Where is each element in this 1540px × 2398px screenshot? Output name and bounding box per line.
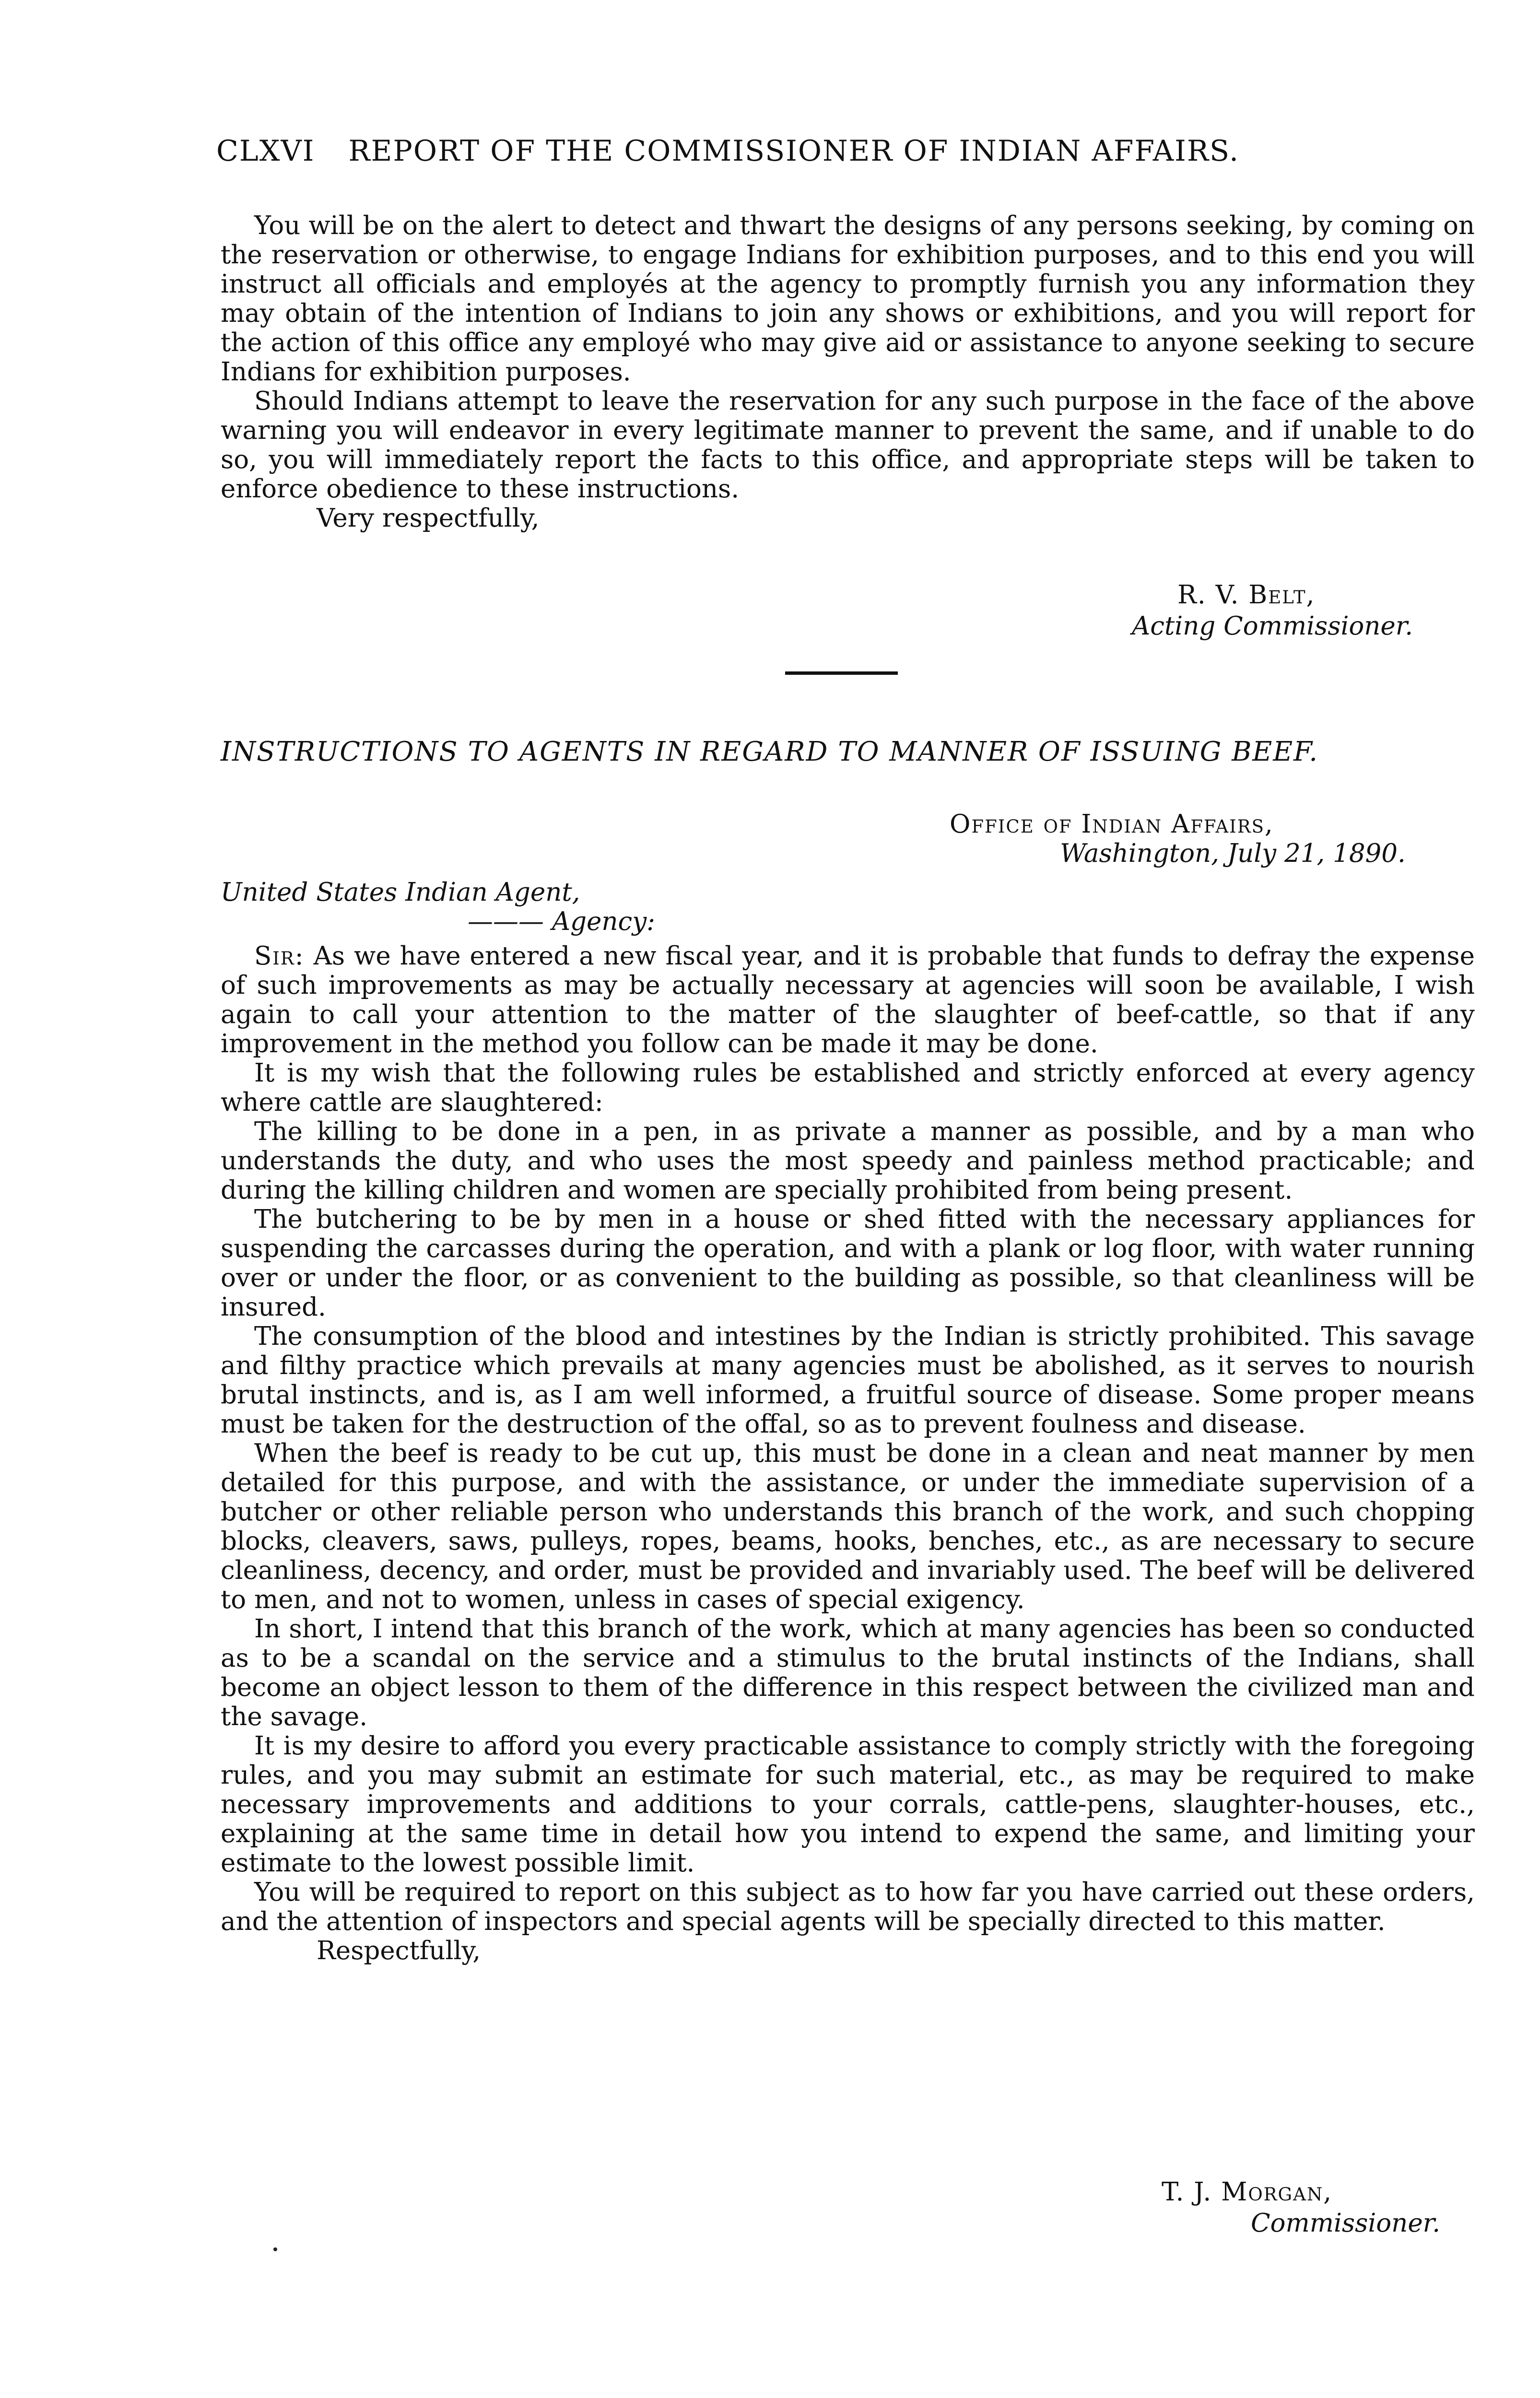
letter2-paragraph-1-text: As we have entered a new fiscal year, and it is probable that funds to defray the expense of such improvements as may be actually necessary at agencies will soon be available, I wish again to call your attention to the matter of the slaughter of beef-cattle, so that if any improvement in the method you follow can be made it may be done. (221, 941, 1475, 1058)
letter2-paragraph-7: In short, I intend that this branch of the work, which at many agencies has been so conducted as to be a scandal on the service and a stimulus to the brutal instincts of the Indians, shall become an object lesson to them of the difference in this respect between the civilized man and the savage. (221, 1614, 1475, 1731)
letter2-paragraph-4: The butchering to be by men in a house or shed fitted with the necessary appliances for suspending the carcasses during the operation, and with a plank or log floor, with water running over or under the floor, or as convenient to the building as possible, so that cleanliness will be insured. (221, 1205, 1475, 1322)
letter2-paragraph-8: It is my desire to afford you every practicable assistance to comply strictly with the foregoing rules, and you may submit an estimate for such material, etc., as may be required to make necessary improvements and additions to your corrals, cattle-pens, slaughter-houses, etc., explaining at the same time in detail how you intend to expend the same, and limiting your estimate to the lowest possible limit. (221, 1731, 1475, 1878)
letter2-dateline (950, 810, 1406, 868)
letter2-paragraph-1 (221, 941, 1475, 1058)
letter1-paragraph-1: You will be on the alert to detect and thwart the designs of any persons seeking, by coming on the reservation or otherwise, to engage Indians for exhibition purposes, and to this end you will instruct all officials and employés at the agency to promptly furnish you any information they may obtain of the intention of Indians to join any shows or exhibitions, and you will report for the action of this office any employé who may give aid or assistance to anyone seeking to secure Indians for exhibition purposes. (221, 211, 1475, 387)
running-header (216, 134, 1463, 168)
letter2-paragraph-6: When the beef is ready to be cut up, this must be done in a clean and neat manner by men detailed for this purpose, and with the assistance, or under the immediate supervision of a butcher or other reliable person who understands this branch of the work, and such chopping blocks, cleavers, saws, pulleys, ropes, beams, hooks, benches, etc., as are necessary to secure cleanliness, decency, and order, must be provided and invariably used. The beef will be delivered to men, and not to women, unless in cases of special exigency. (221, 1439, 1475, 1614)
letter1-closing: Very respectfully, (317, 504, 540, 533)
letter2-paragraph-2: It is my wish that the following rules be established and strictly enforced at every agency where cattle are slaughtered: (221, 1058, 1475, 1117)
running-title: REPORT OF THE COMMISSIONER OF INDIAN AFFAIRS. (348, 134, 1240, 168)
letter2-signer-name: T. J. Morgan, (1162, 2177, 1333, 2207)
letter2-place-date: Washington, July 21, 1890. (1060, 839, 1406, 868)
letter1-body (221, 211, 1475, 533)
letter2-signer-title: Commissioner. (1251, 2209, 1441, 2238)
letter1-paragraph-2: Should Indians attempt to leave the reservation for any such purpose in the face of the above warning you will endeavor in every legitimate manner to prevent the same, and if unable to do so, you will immediately report the facts to this office, and appropriate steps will be taken to enforce obedience to these instructions. (221, 387, 1475, 504)
letter2-paragraph-5: The consumption of the blood and intestines by the Indian is strictly prohibited. This savage and filthy practice which prevails at many agencies must be abolished, as it serves to nourish brutal instincts, and is, as I am well informed, a fruitful source of disease. Some proper means must be taken for the destruction of the offal, so as to prevent foulness and disease. (221, 1322, 1475, 1439)
letter1-signer-name: R. V. Belt, (1177, 580, 1316, 610)
letter2-closing: Respectfully, (317, 1936, 481, 1965)
letter2-addressee: United States Indian Agent, (221, 878, 580, 907)
ink-speck (273, 2247, 277, 2251)
letter2-addressee-block (221, 878, 655, 936)
letter2-salutation: Sir: (254, 941, 305, 971)
letter2-agency-line: ——— Agency: (468, 907, 656, 936)
letter2-office: Office of Indian Affairs, (950, 810, 1274, 839)
letter1-signer-title: Acting Commissioner. (1132, 611, 1413, 641)
letter2-paragraph-9: You will be required to report on this subject as to how far you have carried out these orders, and the attention of inspectors and special agents will be specially directed to this matter. (221, 1878, 1475, 1936)
letter2-body (221, 941, 1475, 1965)
letter2-paragraph-3: The killing to be done in a pen, in as private a manner as possible, and by a man who understands the duty, and who uses the most speedy and painless method practicable; and during the killing children and women are specially prohibited from being present. (221, 1117, 1475, 1205)
section-divider (785, 671, 898, 675)
section-title: INSTRUCTIONS TO AGENTS IN REGARD TO MANNER OF ISSUING BEEF. (221, 736, 1319, 767)
page-number: CLXVI (216, 134, 315, 168)
